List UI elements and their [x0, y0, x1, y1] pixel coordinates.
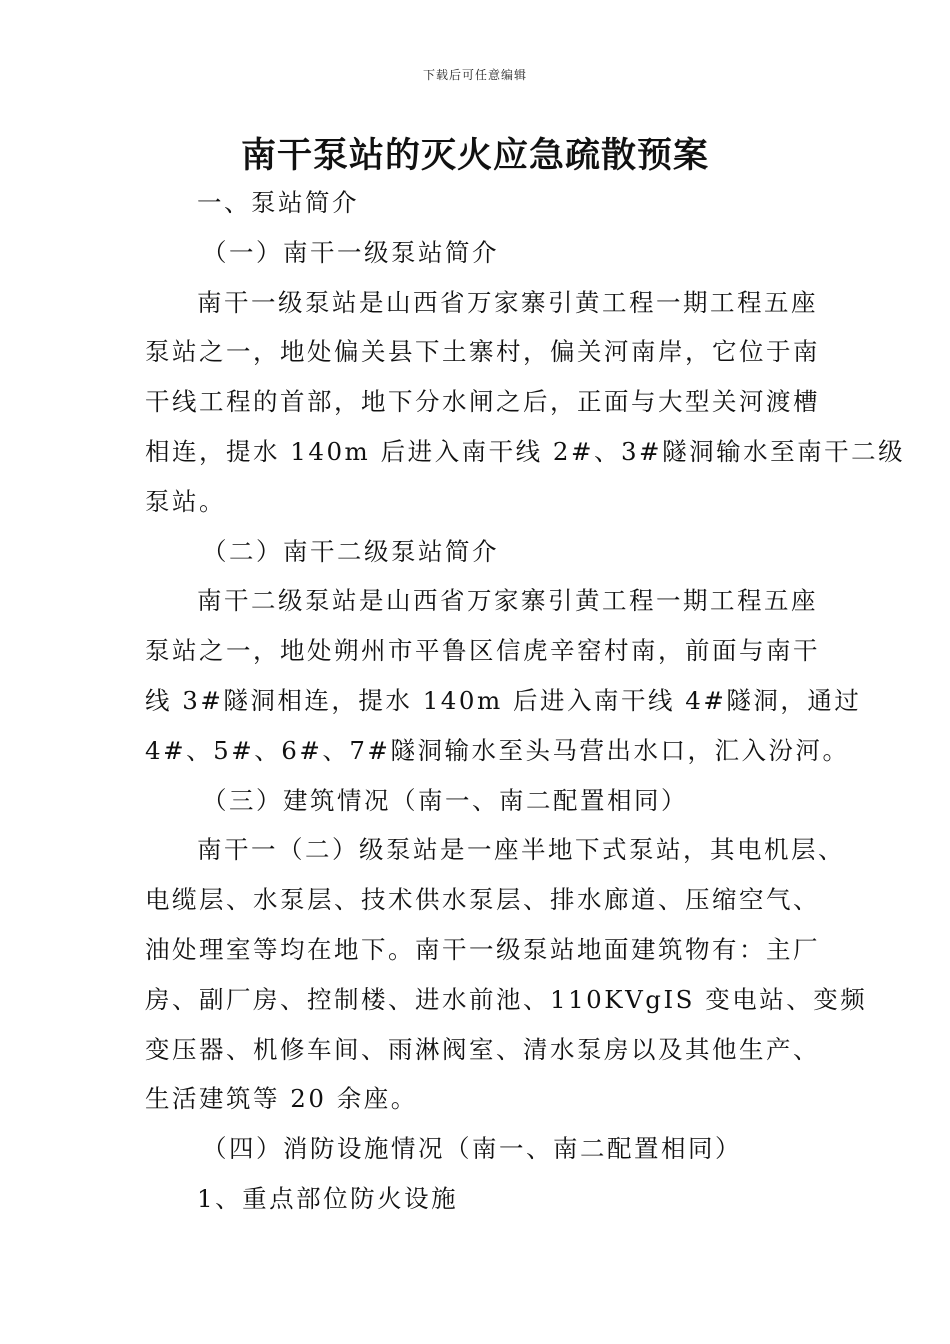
section-heading-intro: 一、泵站简介: [197, 188, 359, 217]
paragraph-line: 线 3#隧洞相连，提水 140m 后进入南干线 4#隧洞，通过: [145, 685, 862, 715]
document-body: [145, 178, 906, 1224]
paragraph-line: 生活建筑等 20 余座。: [145, 1084, 418, 1114]
paragraph-line: 电缆层、水泵层、技术供水泵层、排水廊道、压缩空气、: [145, 885, 820, 915]
paragraph-line: 泵站之一，地处偏关县下土寨村，偏关河南岸，它位于南: [145, 337, 820, 367]
paragraph-line: 干线工程的首部，地下分水闸之后，正面与大型关河渡槽: [145, 387, 820, 417]
header-note: 下载后可任意编辑: [422, 68, 527, 82]
paragraph-line: 泵站之一，地处朔州市平鲁区信虎辛窑村南，前面与南干: [145, 636, 820, 666]
paragraph-line: 4#、5#、6#、7#隧洞输水至头马营出水口，汇入汾河。: [145, 735, 850, 765]
subsection-heading-2: （二）南干二级泵站简介: [202, 536, 499, 566]
paragraph-line: 南干一（二）级泵站是一座半地下式泵站，其电机层、: [197, 835, 845, 865]
paragraph-line: 南干一级泵站是山西省万家寨引黄工程一期工程五座: [197, 287, 818, 317]
paragraph-line: 房、副厂房、控制楼、进水前池、110KVgIS 变电站、变频: [145, 984, 868, 1014]
subsection-heading-4: （四）消防设施情况（南一、南二配置相同）: [202, 1134, 742, 1164]
subsection-heading-3: （三）建筑情况（南一、南二配置相同）: [202, 785, 688, 815]
paragraph-line: 相连，提水 140m 后进入南干线 2#、3#隧洞输水至南干二级: [145, 436, 906, 466]
paragraph-line: 泵站。: [145, 486, 226, 516]
paragraph-line: 油处理室等均在地下。南干一级泵站地面建筑物有：主厂: [145, 934, 820, 964]
document-title: 南干泵站的灭火应急疏散预案: [240, 136, 709, 176]
item-heading-1: 1、重点部位防火设施: [197, 1183, 459, 1213]
paragraph-line: 变压器、机修车间、雨淋阀室、清水泵房以及其他生产、: [145, 1034, 820, 1064]
subsection-heading-1: （一）南干一级泵站简介: [202, 237, 499, 267]
paragraph-line: 南干二级泵站是山西省万家寨引黄工程一期工程五座: [197, 586, 818, 616]
